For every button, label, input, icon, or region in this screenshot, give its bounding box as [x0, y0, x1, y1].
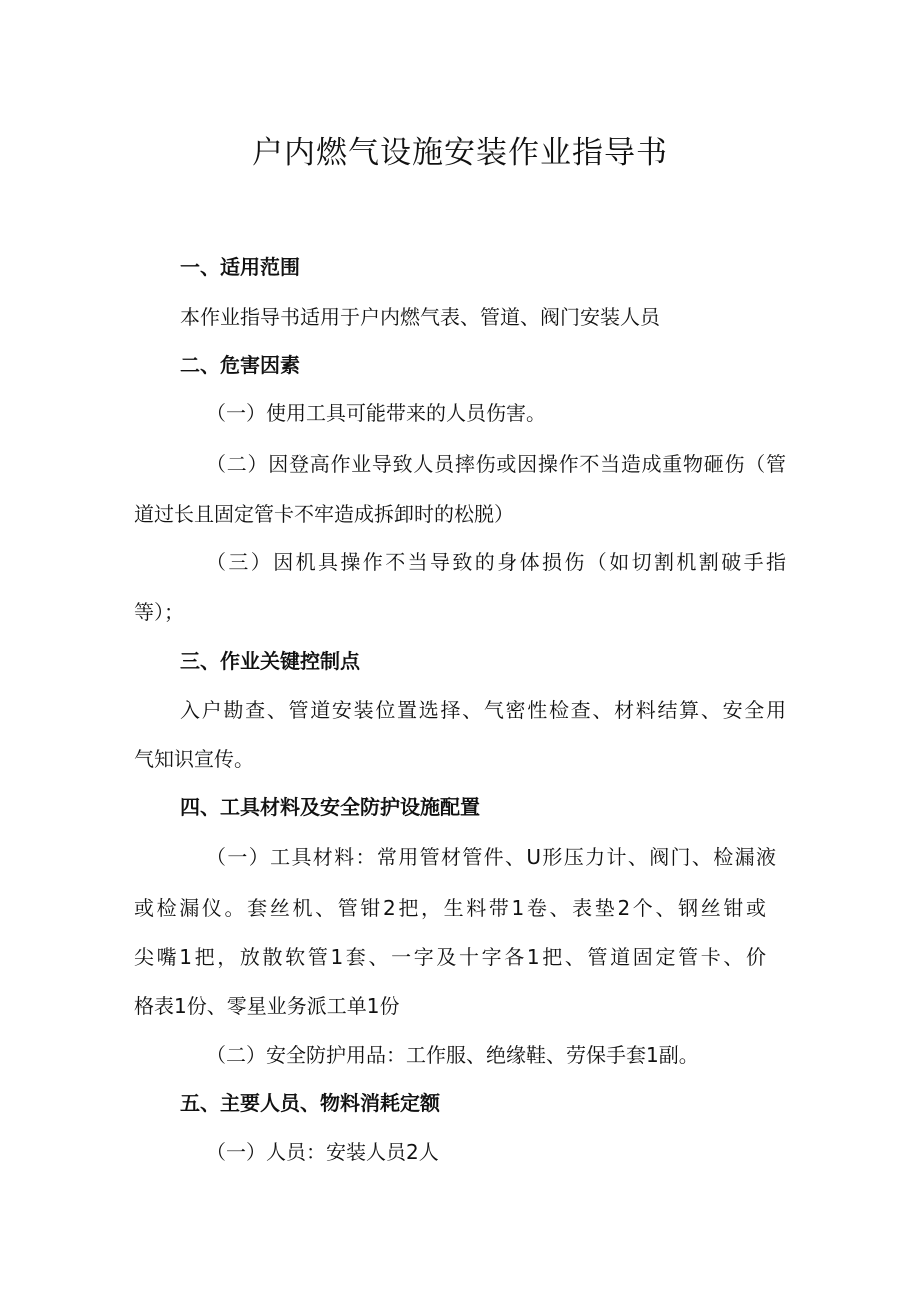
paragraph-line: 气知识宣传。: [134, 747, 254, 771]
paragraph-line: （一）人员：安装人员2人: [206, 1140, 439, 1164]
paragraph-line: （三）因机具操作不当导致的身体损伤（如切割机割破手指: [206, 550, 786, 574]
section-heading-scope: 一、适用范围: [180, 255, 300, 279]
paragraph-line: 尖嘴1把，放散软管1套、一字及十字各1把、管道固定管卡、价: [134, 945, 766, 969]
paragraph-line: 等）；: [134, 600, 184, 624]
document-title: 户内燃气设施安装作业指导书: [252, 135, 668, 171]
paragraph-line: 格表1份、零星业务派工单1份: [134, 994, 400, 1018]
paragraph-line: （二）因登高作业导致人员摔伤或因操作不当造成重物砸伤（管: [206, 452, 786, 476]
paragraph-line: 入户勘查、管道安装位置选择、气密性检查、材料结算、安全用: [180, 698, 786, 722]
paragraph-line: 本作业指导书适用于户内燃气表、管道、阀门安装人员: [180, 305, 660, 329]
paragraph-line: （一）工具材料：常用管材管件、U形压力计、阀门、检漏液: [206, 845, 776, 869]
section-heading-tools-materials: 四、工具材料及安全防护设施配置: [180, 795, 480, 819]
paragraph-line: 道过长且固定管卡不牢造成拆卸时的松脱）: [134, 502, 514, 526]
section-heading-hazards: 二、危害因素: [180, 353, 300, 377]
paragraph-line: （一）使用工具可能带来的人员伤害。: [206, 401, 546, 425]
paragraph-line: （二）安全防护用品：工作服、绝缘鞋、劳保手套1副。: [206, 1043, 699, 1067]
section-heading-key-control-points: 三、作业关键控制点: [180, 649, 360, 673]
section-heading-personnel-materials: 五、主要人员、物料消耗定额: [180, 1091, 440, 1115]
paragraph-line: 或检漏仪。套丝机、管钳2把，生料带1卷、表垫2个、钢丝钳或: [134, 896, 766, 920]
